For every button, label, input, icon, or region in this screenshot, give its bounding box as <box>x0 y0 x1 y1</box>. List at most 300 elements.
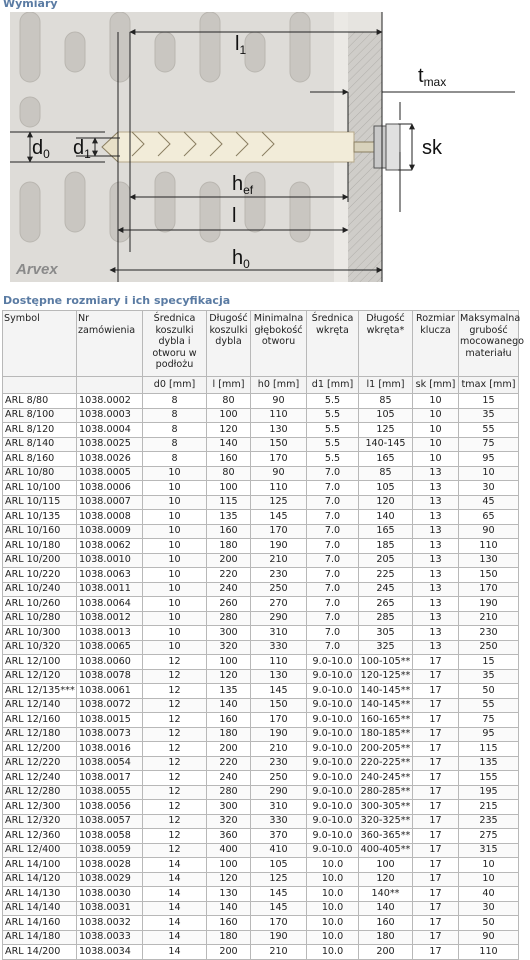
cell-order-no: 1038.0003 <box>77 408 143 423</box>
cell-sk: 17 <box>413 916 459 931</box>
table-row <box>3 611 519 626</box>
cell-l: 140 <box>207 901 251 916</box>
cell-sk: 13 <box>413 597 459 612</box>
cell-d1: 9.0-10.0 <box>307 829 359 844</box>
cell-order-no: 1038.0056 <box>77 800 143 815</box>
cell-order-no: 1038.0004 <box>77 423 143 438</box>
cell-sk: 17 <box>413 945 459 960</box>
cell-l1: 100 <box>359 858 413 873</box>
cell-h0: 190 <box>251 727 307 742</box>
cell-d0: 14 <box>143 872 207 887</box>
cell-symbol: ARL 12/120 <box>3 669 77 684</box>
cell-d1: 10.0 <box>307 858 359 873</box>
cell-h0: 330 <box>251 814 307 829</box>
cell-sk: 17 <box>413 785 459 800</box>
cell-tmax: 235 <box>459 814 519 829</box>
cell-sk: 10 <box>413 437 459 452</box>
cell-l1: 105 <box>359 408 413 423</box>
cell-order-no: 1038.0026 <box>77 452 143 467</box>
cell-order-no: 1038.0033 <box>77 930 143 945</box>
cell-symbol: ARL 14/160 <box>3 916 77 931</box>
cell-tmax: 90 <box>459 930 519 945</box>
cell-h0: 290 <box>251 785 307 800</box>
cell-l1: 180 <box>359 930 413 945</box>
cell-sk: 13 <box>413 611 459 626</box>
table-row <box>3 858 519 873</box>
cell-order-no: 1038.0072 <box>77 698 143 713</box>
cell-d1: 9.0-10.0 <box>307 698 359 713</box>
cell-order-no: 1038.0065 <box>77 640 143 655</box>
header-d0: Średnica koszulki dybla i otworu w podłożu <box>143 311 207 377</box>
cell-sk: 13 <box>413 510 459 525</box>
cell-sk: 10 <box>413 452 459 467</box>
cell-sk: 17 <box>413 742 459 757</box>
cell-l: 130 <box>207 887 251 902</box>
cell-symbol: ARL 10/115 <box>3 495 77 510</box>
cell-order-no: 1038.0025 <box>77 437 143 452</box>
cell-symbol: ARL 14/180 <box>3 930 77 945</box>
cell-tmax: 65 <box>459 510 519 525</box>
cell-d0: 14 <box>143 887 207 902</box>
cell-order-no: 1038.0030 <box>77 887 143 902</box>
cell-symbol: ARL 12/360 <box>3 829 77 844</box>
table-row <box>3 713 519 728</box>
cell-l: 280 <box>207 611 251 626</box>
cell-l1: 105 <box>359 481 413 496</box>
header-d1: Średnica wkręta <box>307 311 359 377</box>
cell-order-no: 1038.0007 <box>77 495 143 510</box>
cell-d0: 12 <box>143 814 207 829</box>
cell-h0: 190 <box>251 539 307 554</box>
cell-tmax: 50 <box>459 684 519 699</box>
cell-tmax: 230 <box>459 626 519 641</box>
cell-symbol: ARL 12/200 <box>3 742 77 757</box>
cell-sk: 17 <box>413 727 459 742</box>
cell-tmax: 155 <box>459 771 519 786</box>
cell-sk: 17 <box>413 829 459 844</box>
cell-d0: 10 <box>143 495 207 510</box>
cell-order-no: 1038.0062 <box>77 539 143 554</box>
screw-head <box>374 124 400 170</box>
cell-symbol: ARL 12/135*** <box>3 684 77 699</box>
cell-symbol: ARL 14/200 <box>3 945 77 960</box>
cell-d1: 9.0-10.0 <box>307 713 359 728</box>
section-title-dimensions: Wymiary <box>3 0 58 10</box>
cell-d1: 9.0-10.0 <box>307 814 359 829</box>
cell-symbol: ARL 10/320 <box>3 640 77 655</box>
cell-d1: 5.5 <box>307 423 359 438</box>
cell-tmax: 150 <box>459 568 519 583</box>
cell-l: 320 <box>207 640 251 655</box>
cell-symbol: ARL 10/80 <box>3 466 77 481</box>
table-row <box>3 742 519 757</box>
cell-l1: 140 <box>359 901 413 916</box>
cell-h0: 230 <box>251 756 307 771</box>
label-l: l <box>232 205 237 227</box>
cell-h0: 330 <box>251 640 307 655</box>
cell-l1: 225 <box>359 568 413 583</box>
unit-sk: sk [mm] <box>413 377 459 394</box>
cell-d1: 9.0-10.0 <box>307 756 359 771</box>
table-row <box>3 626 519 641</box>
cell-d0: 12 <box>143 843 207 858</box>
cell-l: 80 <box>207 466 251 481</box>
table-row <box>3 698 519 713</box>
cell-d0: 10 <box>143 539 207 554</box>
unit-d1: d1 [mm] <box>307 377 359 394</box>
cell-sk: 17 <box>413 872 459 887</box>
cell-h0: 170 <box>251 713 307 728</box>
cell-l1: 140-145** <box>359 698 413 713</box>
cell-order-no: 1038.0005 <box>77 466 143 481</box>
cell-order-no: 1038.0060 <box>77 655 143 670</box>
cell-h0: 90 <box>251 394 307 409</box>
header-symbol: Symbol <box>3 311 77 377</box>
cell-tmax: 115 <box>459 742 519 757</box>
cell-l1: 400-405** <box>359 843 413 858</box>
cell-d0: 12 <box>143 655 207 670</box>
cell-l1: 185 <box>359 539 413 554</box>
table-row <box>3 394 519 409</box>
header-l: Długość koszulki dybla <box>207 311 251 377</box>
cell-symbol: ARL 10/135 <box>3 510 77 525</box>
cell-order-no: 1038.0009 <box>77 524 143 539</box>
cell-l1: 120 <box>359 872 413 887</box>
label-sk: sk <box>422 137 442 159</box>
cell-d0: 8 <box>143 437 207 452</box>
cell-l: 240 <box>207 771 251 786</box>
cell-h0: 130 <box>251 423 307 438</box>
cell-tmax: 130 <box>459 553 519 568</box>
cell-order-no: 1038.0015 <box>77 713 143 728</box>
cell-h0: 230 <box>251 568 307 583</box>
cell-d0: 12 <box>143 800 207 815</box>
cell-l1: 140 <box>359 510 413 525</box>
cell-l1: 280-285** <box>359 785 413 800</box>
cell-l1: 165 <box>359 524 413 539</box>
cell-l1: 325 <box>359 640 413 655</box>
cell-order-no: 1038.0013 <box>77 626 143 641</box>
cell-h0: 370 <box>251 829 307 844</box>
cell-l1: 120 <box>359 495 413 510</box>
cell-l: 300 <box>207 800 251 815</box>
cell-sk: 13 <box>413 568 459 583</box>
cell-d1: 10.0 <box>307 945 359 960</box>
cell-sk: 17 <box>413 698 459 713</box>
cell-symbol: ARL 12/240 <box>3 771 77 786</box>
cell-d0: 10 <box>143 481 207 496</box>
cell-tmax: 75 <box>459 713 519 728</box>
cell-h0: 145 <box>251 510 307 525</box>
cell-l: 120 <box>207 872 251 887</box>
cell-l: 160 <box>207 916 251 931</box>
cell-sk: 17 <box>413 756 459 771</box>
table-row <box>3 466 519 481</box>
table-row <box>3 655 519 670</box>
cell-h0: 310 <box>251 800 307 815</box>
cell-l: 160 <box>207 524 251 539</box>
cell-symbol: ARL 10/160 <box>3 524 77 539</box>
table-row <box>3 539 519 554</box>
cell-order-no: 1038.0029 <box>77 872 143 887</box>
header-sk: Rozmiar klucza <box>413 311 459 377</box>
cell-tmax: 210 <box>459 611 519 626</box>
cell-symbol: ARL 8/120 <box>3 423 77 438</box>
cell-d1: 5.5 <box>307 452 359 467</box>
header-tmax: Maksymalna grubość mocowanego materiału <box>459 311 519 377</box>
table-row <box>3 771 519 786</box>
cell-d1: 7.0 <box>307 553 359 568</box>
cell-h0: 105 <box>251 858 307 873</box>
cell-h0: 145 <box>251 684 307 699</box>
svg-text:d0: $d_0$ <box>32 137 50 161</box>
cell-d0: 12 <box>143 829 207 844</box>
cell-d1: 7.0 <box>307 640 359 655</box>
cell-sk: 17 <box>413 901 459 916</box>
cell-d1: 5.5 <box>307 394 359 409</box>
cell-h0: 170 <box>251 524 307 539</box>
cell-d0: 10 <box>143 510 207 525</box>
cell-l: 80 <box>207 394 251 409</box>
cell-symbol: ARL 12/220 <box>3 756 77 771</box>
cell-d1: 9.0-10.0 <box>307 843 359 858</box>
cell-order-no: 1038.0054 <box>77 756 143 771</box>
cell-d1: 7.0 <box>307 524 359 539</box>
cell-d1: 9.0-10.0 <box>307 655 359 670</box>
cell-d1: 10.0 <box>307 901 359 916</box>
cell-d1: 9.0-10.0 <box>307 742 359 757</box>
cell-symbol: ARL 14/130 <box>3 887 77 902</box>
cell-d0: 10 <box>143 466 207 481</box>
cell-symbol: ARL 8/140 <box>3 437 77 452</box>
svg-text:h0: $h_0$ <box>232 247 250 271</box>
cell-symbol: ARL 8/80 <box>3 394 77 409</box>
cell-l: 120 <box>207 423 251 438</box>
cell-l: 320 <box>207 814 251 829</box>
label-d1: d <box>73 137 85 159</box>
cell-order-no: 1038.0058 <box>77 829 143 844</box>
cell-d0: 8 <box>143 408 207 423</box>
table-row <box>3 727 519 742</box>
cell-tmax: 15 <box>459 394 519 409</box>
cell-sk: 17 <box>413 771 459 786</box>
cell-tmax: 95 <box>459 727 519 742</box>
cell-h0: 410 <box>251 843 307 858</box>
cell-sk: 17 <box>413 814 459 829</box>
cell-tmax: 110 <box>459 539 519 554</box>
cell-d1: 7.0 <box>307 481 359 496</box>
cell-order-no: 1038.0006 <box>77 481 143 496</box>
table-row <box>3 756 519 771</box>
cell-d1: 10.0 <box>307 887 359 902</box>
cell-d1: 9.0-10.0 <box>307 800 359 815</box>
cell-l: 200 <box>207 742 251 757</box>
cell-sk: 13 <box>413 553 459 568</box>
cell-order-no: 1038.0017 <box>77 771 143 786</box>
cell-order-no: 1038.0078 <box>77 669 143 684</box>
cell-d0: 12 <box>143 727 207 742</box>
cell-d1: 5.5 <box>307 437 359 452</box>
cell-tmax: 190 <box>459 597 519 612</box>
cell-l: 180 <box>207 727 251 742</box>
cell-h0: 250 <box>251 771 307 786</box>
cell-order-no: 1038.0063 <box>77 568 143 583</box>
unit-l: l [mm] <box>207 377 251 394</box>
cell-d1: 10.0 <box>307 916 359 931</box>
cell-l1: 180-185** <box>359 727 413 742</box>
cell-l1: 165 <box>359 452 413 467</box>
table-row <box>3 437 519 452</box>
cell-symbol: ARL 12/300 <box>3 800 77 815</box>
cell-tmax: 315 <box>459 843 519 858</box>
cell-order-no: 1038.0002 <box>77 394 143 409</box>
dimension-diagram <box>10 12 518 282</box>
cell-d1: 9.0-10.0 <box>307 771 359 786</box>
table-row <box>3 785 519 800</box>
cell-symbol: ARL 10/100 <box>3 481 77 496</box>
label-tmax: t <box>418 65 424 87</box>
cell-l: 260 <box>207 597 251 612</box>
cell-d0: 12 <box>143 771 207 786</box>
cell-h0: 110 <box>251 408 307 423</box>
cell-sk: 17 <box>413 843 459 858</box>
cell-tmax: 35 <box>459 669 519 684</box>
cell-l1: 140-145** <box>359 684 413 699</box>
cell-h0: 210 <box>251 553 307 568</box>
cell-tmax: 40 <box>459 887 519 902</box>
cell-order-no: 1038.0028 <box>77 858 143 873</box>
table-row <box>3 582 519 597</box>
cell-d1: 7.0 <box>307 568 359 583</box>
section-title-specs: Dostępne rozmiary i ich specyfikacja <box>3 294 231 307</box>
cell-d1: 10.0 <box>307 930 359 945</box>
cell-d1: 7.0 <box>307 495 359 510</box>
cell-sk: 10 <box>413 408 459 423</box>
cell-l1: 85 <box>359 394 413 409</box>
cell-d0: 12 <box>143 669 207 684</box>
table-row <box>3 481 519 496</box>
cell-d0: 14 <box>143 945 207 960</box>
cell-h0: 130 <box>251 669 307 684</box>
cell-d0: 12 <box>143 713 207 728</box>
cell-tmax: 75 <box>459 437 519 452</box>
cell-d0: 8 <box>143 423 207 438</box>
cell-d0: 14 <box>143 916 207 931</box>
cell-sk: 17 <box>413 800 459 815</box>
label-d0: d <box>32 137 44 159</box>
cell-l: 135 <box>207 510 251 525</box>
table-row <box>3 872 519 887</box>
cell-symbol: ARL 12/280 <box>3 785 77 800</box>
cell-d0: 12 <box>143 742 207 757</box>
cell-h0: 125 <box>251 495 307 510</box>
cell-order-no: 1038.0073 <box>77 727 143 742</box>
cell-l1: 240-245** <box>359 771 413 786</box>
cell-sk: 10 <box>413 394 459 409</box>
cell-sk: 10 <box>413 423 459 438</box>
cell-l: 160 <box>207 713 251 728</box>
cell-symbol: ARL 10/200 <box>3 553 77 568</box>
table-row <box>3 800 519 815</box>
cell-tmax: 30 <box>459 481 519 496</box>
cell-l1: 140-145 <box>359 437 413 452</box>
cell-d0: 14 <box>143 901 207 916</box>
cell-d0: 10 <box>143 626 207 641</box>
cell-tmax: 135 <box>459 756 519 771</box>
header-order-no: Nr zamówienia <box>77 311 143 377</box>
cell-order-no: 1038.0008 <box>77 510 143 525</box>
table-row <box>3 510 519 525</box>
cell-symbol: ARL 12/100 <box>3 655 77 670</box>
cell-l1: 140** <box>359 887 413 902</box>
cell-tmax: 10 <box>459 872 519 887</box>
table-row <box>3 916 519 931</box>
cell-symbol: ARL 14/100 <box>3 858 77 873</box>
cell-tmax: 110 <box>459 945 519 960</box>
table-row <box>3 495 519 510</box>
cell-order-no: 1038.0059 <box>77 843 143 858</box>
cell-tmax: 15 <box>459 655 519 670</box>
cell-h0: 170 <box>251 916 307 931</box>
cell-l: 220 <box>207 756 251 771</box>
cell-h0: 150 <box>251 437 307 452</box>
cell-h0: 125 <box>251 872 307 887</box>
cell-sk: 17 <box>413 655 459 670</box>
attached-material <box>348 12 382 32</box>
cell-l1: 85 <box>359 466 413 481</box>
cell-d1: 9.0-10.0 <box>307 684 359 699</box>
cell-order-no: 1038.0031 <box>77 901 143 916</box>
cell-tmax: 250 <box>459 640 519 655</box>
cell-d0: 10 <box>143 640 207 655</box>
cell-l1: 245 <box>359 582 413 597</box>
cell-d1: 9.0-10.0 <box>307 785 359 800</box>
header-h0: Minimalna głębokość otworu <box>251 311 307 377</box>
cell-l: 135 <box>207 684 251 699</box>
cell-h0: 150 <box>251 698 307 713</box>
cell-sk: 13 <box>413 495 459 510</box>
cell-l: 240 <box>207 582 251 597</box>
cell-order-no: 1038.0064 <box>77 597 143 612</box>
cell-sk: 17 <box>413 930 459 945</box>
svg-text:l1: $l_1$ <box>235 33 247 57</box>
cell-l1: 120-125** <box>359 669 413 684</box>
cell-symbol: ARL 12/320 <box>3 814 77 829</box>
cell-d0: 12 <box>143 684 207 699</box>
unit-h0: h0 [mm] <box>251 377 307 394</box>
cell-l1: 220-225** <box>359 756 413 771</box>
cell-l: 180 <box>207 930 251 945</box>
cell-sk: 17 <box>413 684 459 699</box>
cell-sk: 13 <box>413 481 459 496</box>
cell-sk: 17 <box>413 887 459 902</box>
cell-order-no: 1038.0016 <box>77 742 143 757</box>
unit-order-no <box>77 377 143 394</box>
cell-d0: 12 <box>143 756 207 771</box>
cell-tmax: 215 <box>459 800 519 815</box>
cell-d1: 7.0 <box>307 597 359 612</box>
cell-l1: 265 <box>359 597 413 612</box>
cell-order-no: 1038.0061 <box>77 684 143 699</box>
cell-l: 100 <box>207 481 251 496</box>
table-row <box>3 408 519 423</box>
cell-l1: 160-165** <box>359 713 413 728</box>
cell-l: 100 <box>207 655 251 670</box>
cell-h0: 145 <box>251 901 307 916</box>
unit-symbol <box>3 377 77 394</box>
cell-h0: 310 <box>251 626 307 641</box>
cell-tmax: 55 <box>459 698 519 713</box>
